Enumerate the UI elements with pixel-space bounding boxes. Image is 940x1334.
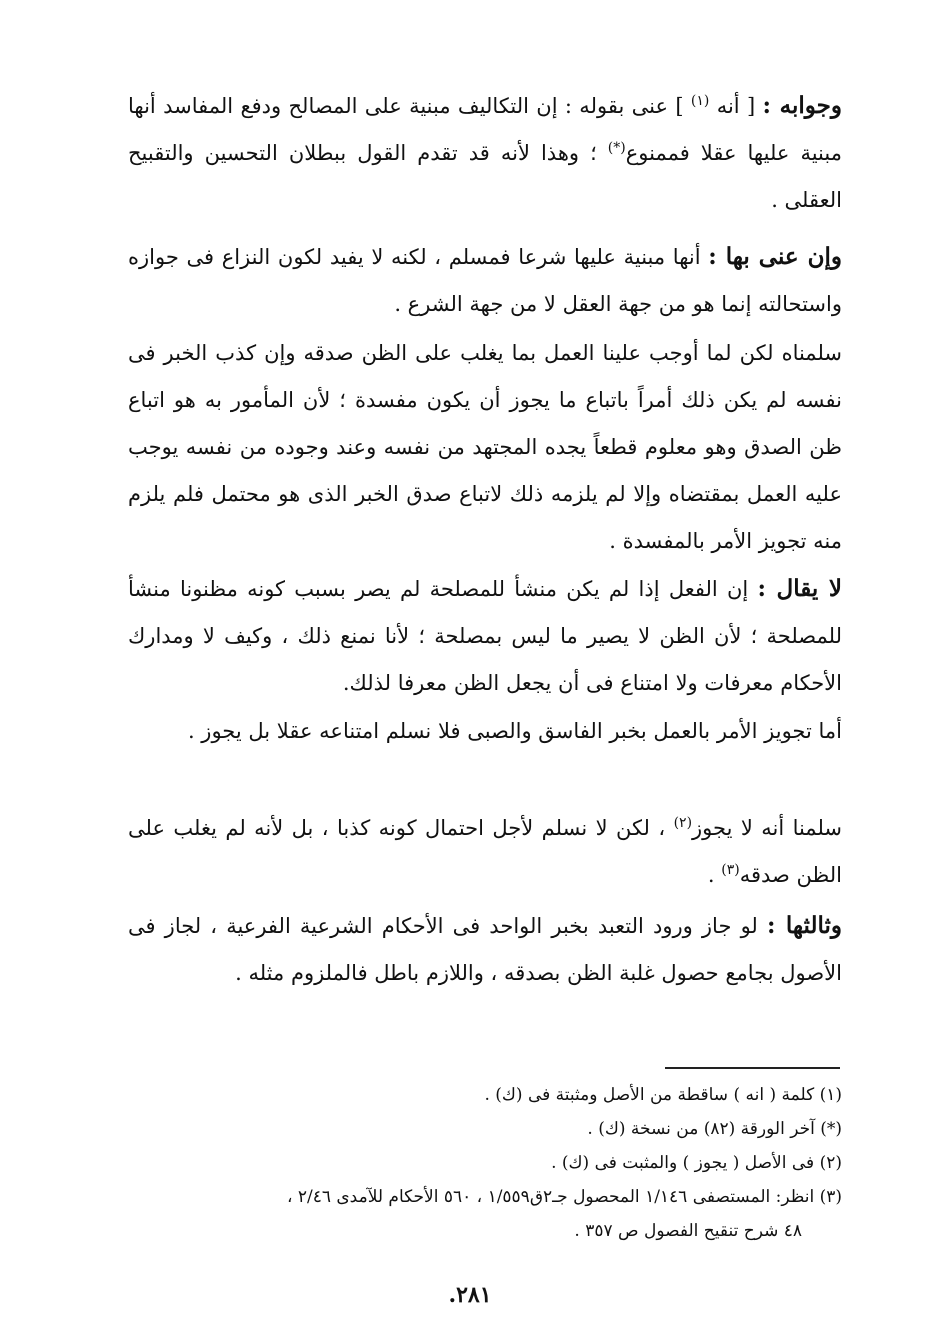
footnote-marker: (*) <box>607 140 626 156</box>
paragraph-if-meant <box>128 233 842 328</box>
footnote-1: (١) كلمة ( انه ) ساقطة من الأصل ومثبتة فى (ك) . <box>484 1085 842 1105</box>
paragraph-lead: لا يقال : <box>757 575 842 602</box>
paragraph-text: لو جاز ورود التعبد بخبر الواحد فى الأحكام الشرعية الفرعية ، لجاز فى الأصول بجامع حصول غلبة الظن بصدقه ، واللازم باطل فالملزوم مثله . <box>128 914 842 985</box>
paragraph-text: ، لكن لا نسلم لأجل احتمال كونه كذبا ، بل لأنه لم يغلب على الظن صدقه <box>128 816 842 887</box>
paragraph-conceded <box>128 330 842 565</box>
footnote-marker: (٣) <box>721 862 740 878</box>
footnote-2: (٢) فى الأصل ( يجوز ) والمثبت فى (ك) . <box>551 1153 842 1173</box>
page-number: ٢٨١. <box>448 1282 492 1308</box>
footnote-marker: (٢) <box>673 815 693 831</box>
paragraph-granted <box>128 805 842 899</box>
paragraph-text: أنها مبنية عليها شرعا فمسلم ، لكنه لا يفيد لكون النزاع فى جوازه واستحالته إنما هو من جهة العقل لا من جهة الشرع . <box>128 245 842 316</box>
paragraph-text: ] عنى بقوله : إن التكاليف مبنية على المصالح ودفع المفاسد أنها مبنية عليها عقلا فممنوع <box>128 94 842 165</box>
footnote-3: (٣) انظر: المستصفى ١/١٤٦ المحصول جـ٢ق١/٥٥٩ ، ٥٦٠ الأحكام للآمدى ٢/٤٦ ، <box>286 1187 842 1207</box>
paragraph-text: إن الفعل إذا لم يكن منشأ للمصلحة لم يصر بسبب كونه مظنونا منشأ للمصلحة ؛ لأن الظن لا يصير ما ليس بمصلحة ؛ لأنا نمنع ذلك ، وكيف لا ومدارك الأحكام معرفات ولا امتناع فى أن يجعل الظن معرفا لذلك. <box>128 577 842 695</box>
paragraph-objection <box>128 565 842 707</box>
paragraph-text: أما تجويز الأمر بالعمل بخبر الفاسق والصبى فلا نسلم امتناعه عقلا بل يجوز . <box>187 719 842 743</box>
paragraph-lead: وثالثها : <box>766 912 842 939</box>
footnote-star: (*) آخر الورقة (٨٢) من نسخة (ك) . <box>587 1119 842 1139</box>
footnotes <box>128 1078 842 1248</box>
paragraph-answer <box>128 82 842 224</box>
footnote-marker: (١) <box>690 93 710 109</box>
paragraph-lead: وجوابه : <box>762 92 842 119</box>
paragraph-lead: وإن عنى بها : <box>708 243 842 270</box>
paragraph-permission <box>128 708 842 755</box>
footnote-divider <box>665 1067 840 1069</box>
paragraph-text: ؛ وهذا لأنه قد تقدم القول ببطلان التحسين والتقبيح العقلى . <box>128 141 842 212</box>
paragraph-third <box>128 902 842 997</box>
paragraph-text: . <box>707 863 715 887</box>
paragraph-text: سلمناه لكن لما أوجب علينا العمل بما يغلب على الظن صدقه وإن كذب الخبر فى نفسه لم يكن ذلك أمراً باتباع ما يجوز أن يكون مفسدة ؛ لأن المأمور به هو اتباع ظن الصدق وهو معلوم قطعاً يجده المجتهد من نفسه وعند وجوده من نفسه يوجب عليه العمل بمقتضاه وإلا لم يلزمه ذلك لاتباع صدق الخبر الذى هو محتمل فلم يلزم منه تجويز الأمر بالمفسدة . <box>128 341 842 553</box>
footnote-3-continuation: ٤٨ شرح تنقيح الفصول ص ٣٥٧ . <box>574 1221 802 1241</box>
paragraph-text: سلمنا أنه لا يجوز <box>692 816 842 840</box>
paragraph-text: [ أنه <box>716 94 756 118</box>
